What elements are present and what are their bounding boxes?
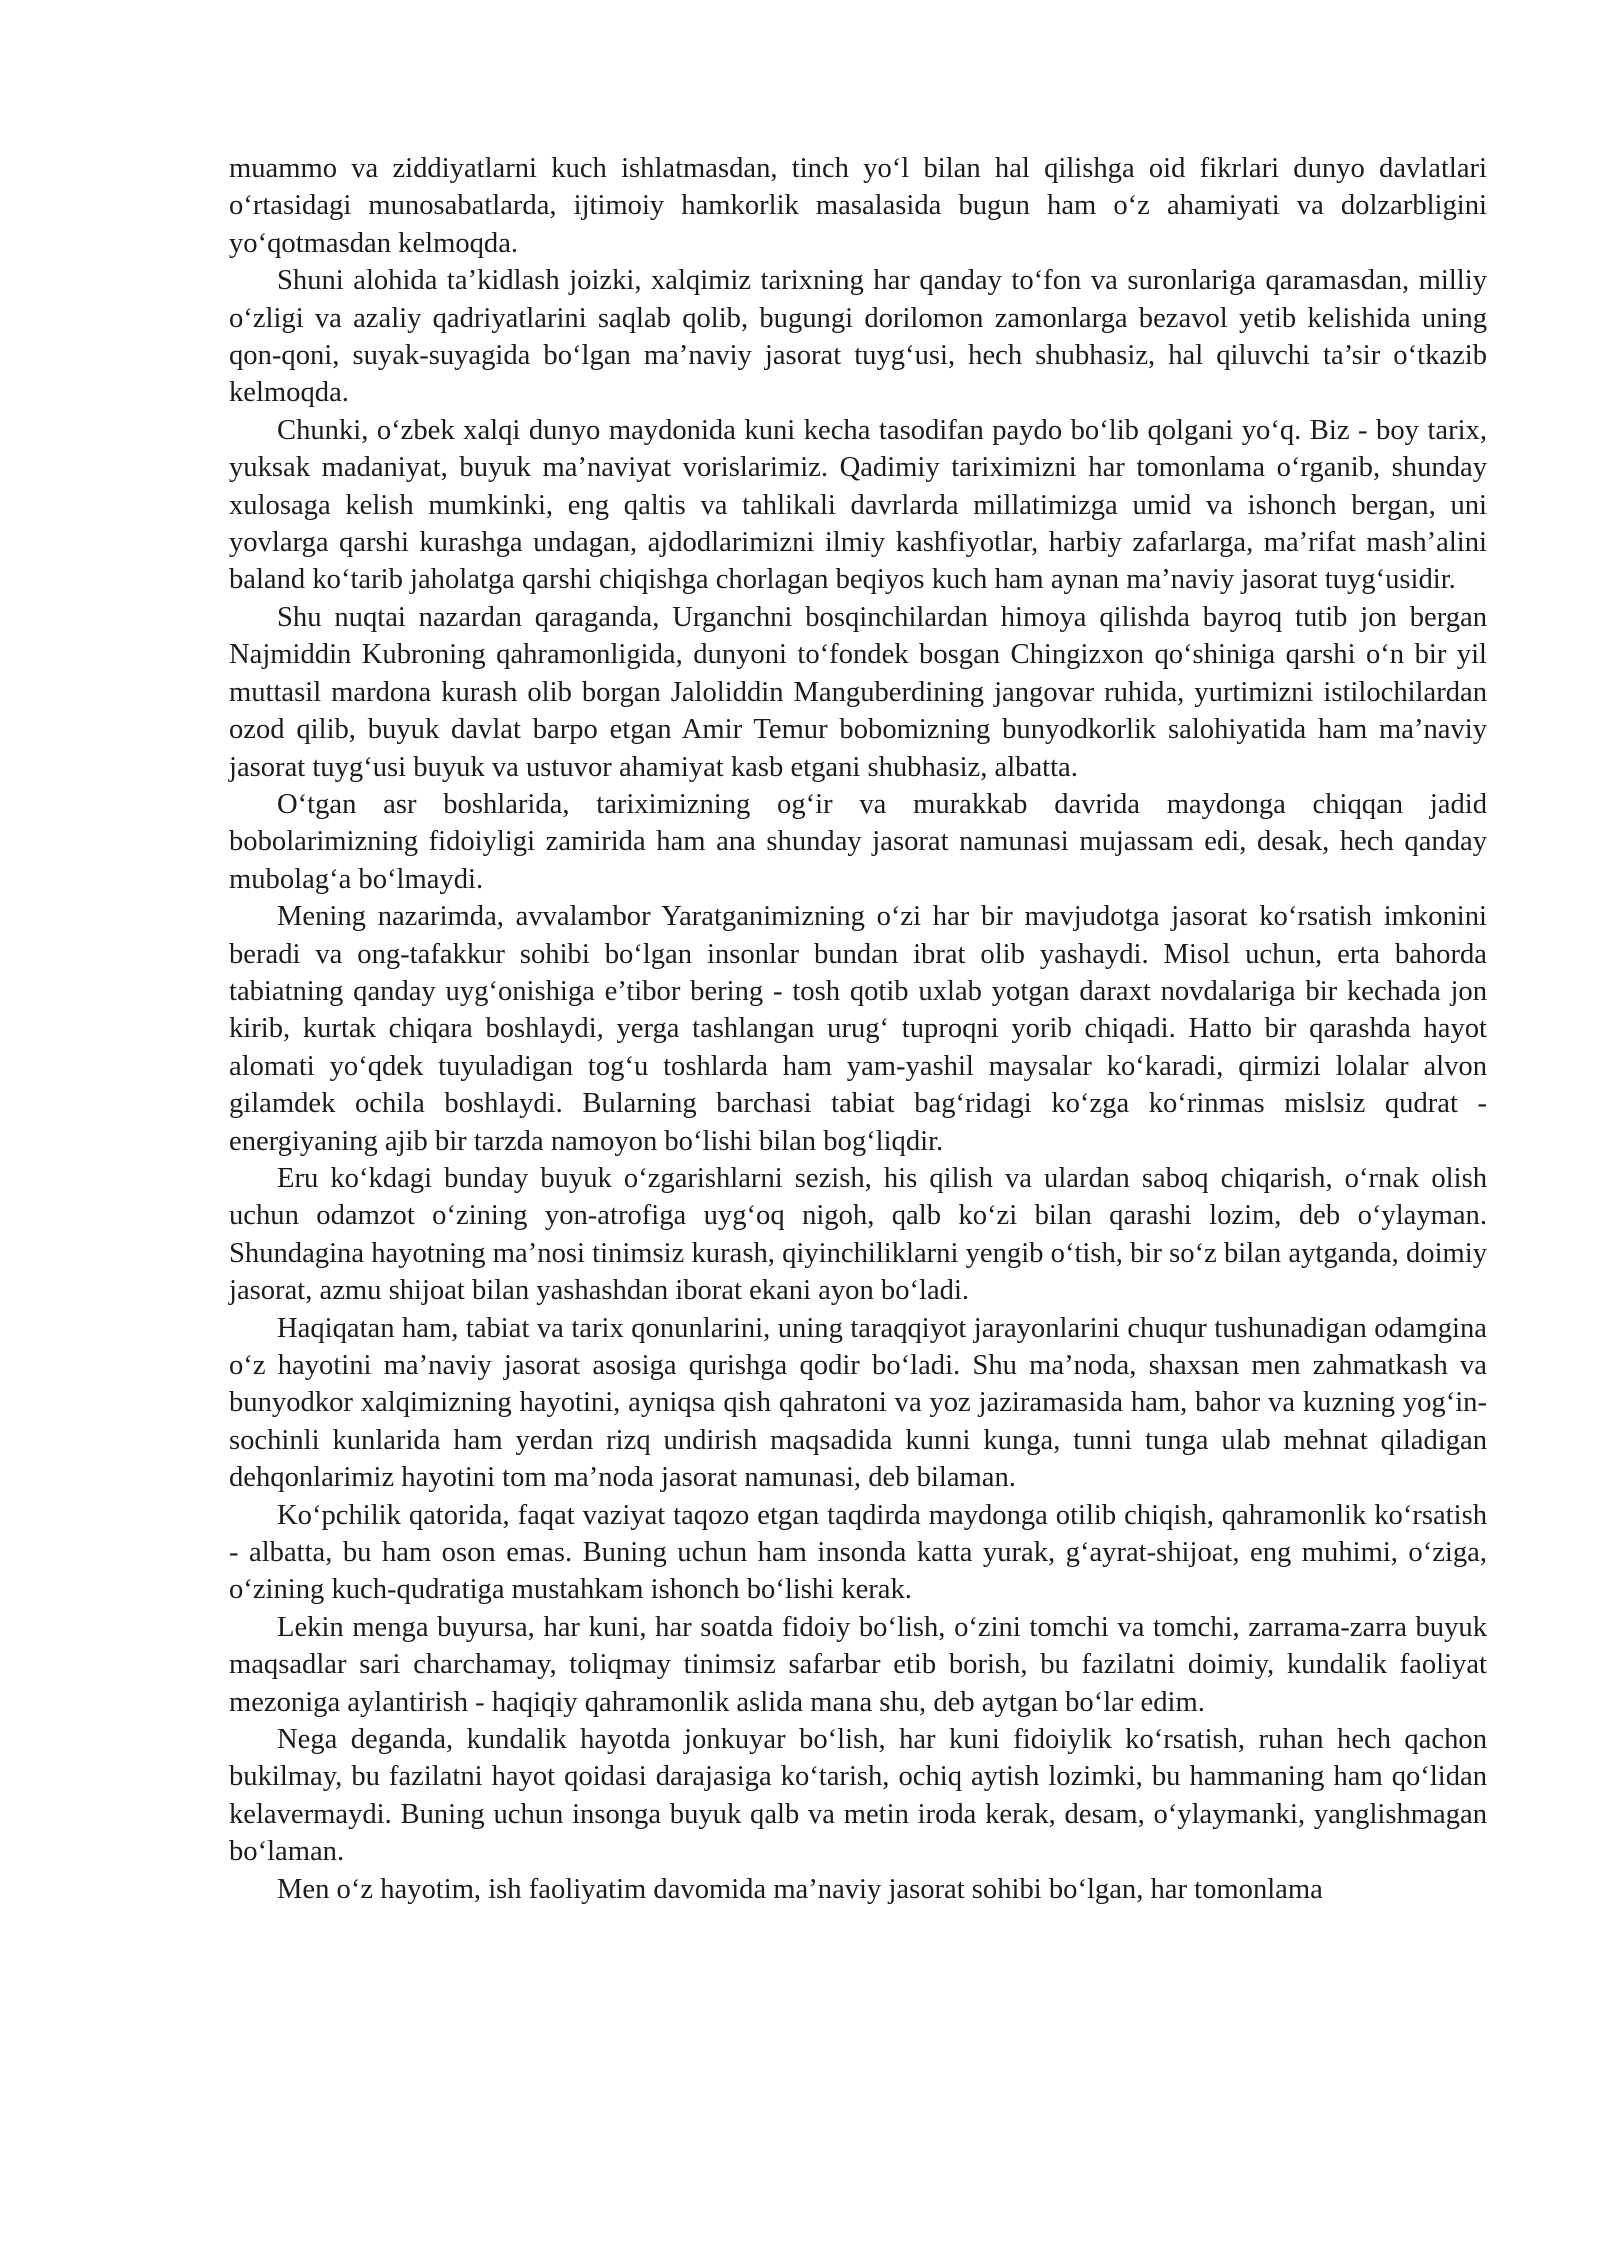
paragraph-4: Shu nuqtai nazardan qaraganda, Urganchni bosqinchilardan himoya qilishda bayroq tutib jon bergan Najmiddin Kubroning qahramonligida, dunyoni to‘fondek bosgan Chingizxon qo‘shiniga qarshi o‘n bir yil muttasil mardona kurash olib borgan Jaloliddin Manguberdining jangovar ruhida, yurtimizni istilochilardan ozod qilib, buyuk davlat barpo etgan Amir Temur bobomizning bunyodkorlik salohiyatida ham ma’naviy jasorat tuyg‘usi buyuk va ustuvor ahamiyat kasb etgani shubhasiz, albatta.: [229, 601, 1487, 783]
paragraph-12: Men o‘z hayotim, ish faoliyatim davomida ma’naviy jasorat sohibi bo‘lgan, har tomonlama: [277, 1873, 1323, 1905]
paragraph-6: Mening nazarimda, avvalambor Yaratganimizning o‘zi har bir mavjudotga jasorat ko‘rsatish imkonini beradi va ong-tafakkur sohibi bo‘lgan insonlar bundan ibrat olib yashaydi. Misol uchun, erta bahorda tabiatning qanday uyg‘onishiga e’tibor bering - tosh qotib uxlab yotgan daraxt novdalariga bir kechada jon kirib, kurtak chiqara boshlaydi, yerga tashlangan urug‘ tuproqni yorib chiqadi. Hatto bir qarashda hayot alomati yo‘qdek tuyuladigan tog‘u toshlarda ham yam-yashil maysalar ko‘karadi, qirmizi lolalar alvon gilamdek ochila boshlaydi. Bularning barchasi tabiat bag‘ridagi ko‘zga ko‘rinmas mislsiz qudrat -energiyaning ajib bir tarzda namoyon bo‘lishi bilan bog‘liqdir.: [229, 901, 1487, 1157]
paragraph-1: muammo va ziddiyatlarni kuch ishlatmasdan, tinch yo‘l bilan hal qilishga oid fikrlari dunyo davlatlari o‘rtasidagi munosabatlarda, ijtimoiy hamkorlik masalasida bugun ham o‘z ahamiyati va dolzarbligini yo‘qotmasdan kelmoqda.: [229, 153, 1487, 259]
paragraph-3: Chunki, o‘zbek xalqi dunyo maydonida kuni kecha tasodifan paydo bo‘lib qolgani yo‘q. Biz - boy tarix, yuksak madaniyat, buyuk ma’naviyat vorislarimiz. Qadimiy tariximizni har tomonlama o‘rganib, shunday xulosaga kelish mumkinki, eng qaltis va tahlikali davrlarda millatimizga umid va ishonch bergan, uni yovlarga qarshi kurashga undagan, ajdodlarimizni ilmiy kashfiyotlar, harbiy zafarlarga, ma’rifat mash’alini baland ko‘tarib jaholatga qarshi chiqishga chorlagan beqiyos kuch ham aynan ma’naviy jasorat tuyg‘usidir.: [229, 414, 1487, 596]
paragraph-9: Ko‘pchilik qatorida, faqat vaziyat taqozo etgan taqdirda maydonga otilib chiqish, qahramonlik ko‘rsatish - albatta, bu ham oson emas. Buning uchun ham insonda katta yurak, g‘ayrat-shijoat, eng muhimi, o‘ziga, o‘zining kuch-qudratiga mustahkam ishonch bo‘lishi kerak.: [229, 1499, 1487, 1606]
paragraph-8: Haqiqatan ham, tabiat va tarix qonunlarini, uning taraqqiyot jarayonlarini chuqur tushunadigan odamgina o‘z hayotini ma’naviy jasorat asosiga qurishga qodir bo‘ladi. Shu ma’noda, shaxsan men zahmatkash va bunyodkor xalqimizning hayotini, ayniqsa qish qahratoni va yoz jaziramasida ham, bahor va kuzning yog‘in-sochinli kunlarida ham yerdan rizq undirish maqsadida kunni kunga, tunni tunga ulab mehnat qiladigan dehqonlarimiz hayotini tom ma’noda jasorat namunasi, deb bilaman.: [229, 1312, 1487, 1494]
paragraph-7: Eru ko‘kdagi bunday buyuk o‘zgarishlarni sezish, his qilish va ulardan saboq chiqarish, o‘rnak olish uchun odamzot o‘zining yon-atrofiga uyg‘oq nigoh, qalb ko‘zi bilan qarashi lozim, deb o‘ylayman. Shundagina hayotning ma’nosi tinimsiz kurash, qiyinchiliklarni yengib o‘tish, bir so‘z bilan aytganda, doimiy jasorat, azmu shijoat bilan yashashdan iborat ekani ayon bo‘ladi.: [229, 1162, 1487, 1307]
document-page: [229, 150, 1487, 1908]
paragraph-5: O‘tgan asr boshlarida, tariximizning og‘ir va murakkab davrida maydonga chiqqan jadid bobolarimizning fidoiyligi zamirida ham ana shunday jasorat namunasi mujassam edi, desak, hech qanday mubolag‘a bo‘lmaydi.: [229, 788, 1487, 895]
paragraph-2: Shuni alohida ta’kidlash joizki, xalqimiz tarixning har qanday to‘fon va suronlariga qaramasdan, milliy o‘zligi va azaliy qadriyatlarini saqlab qolib, bugungi dorilomon zamonlarga bezavol yetib kelishida uning qon-qoni, suyak-suyagida bo‘lgan ma’naviy jasorat tuyg‘usi, hech shubhasiz, hal qiluvchi ta’sir o‘tkazib kelmoqda.: [229, 265, 1487, 409]
paragraph-10: Lekin menga buyursa, har kuni, har soatda fidoiy bo‘lish, o‘zini tomchi va tomchi, zarrama-zarra buyuk maqsadlar sari charchamay, toliqmay tinimsiz safarbar etib borish, bu fazilatni doimiy, kundalik faoliyat mezoniga aylantirish - haqiqiy qahramonlik aslida mana shu, deb aytgan bo‘lar edim.: [229, 1611, 1487, 1718]
paragraph-11: Nega deganda, kundalik hayotda jonkuyar bo‘lish, har kuni fidoiylik ko‘rsatish, ruhan hech qachon bukilmay, bu fazilatni hayot qoidasi darajasiga ko‘tarish, ochiq aytish lozimki, bu hammaning ham qo‘lidan kelavermaydi. Buning uchun insonga buyuk qalb va metin iroda kerak, desam, o‘ylaymanki, yanglishmagan bo‘laman.: [229, 1724, 1487, 1868]
